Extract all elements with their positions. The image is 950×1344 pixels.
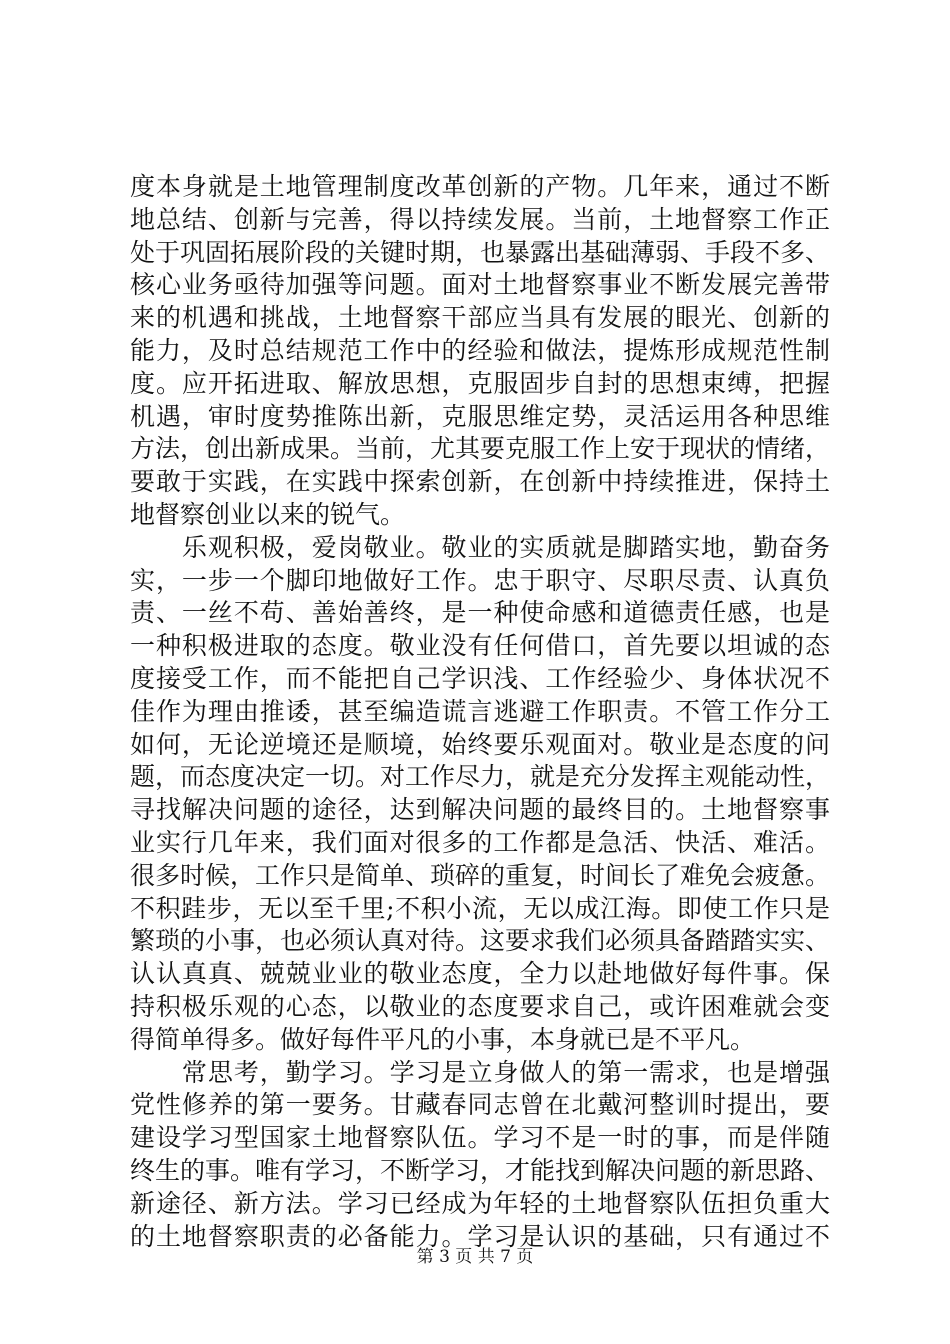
- text-line: 地总结、创新与完善，得以持续发展。当前，土地督察工作正: [130, 204, 830, 234]
- document-body: [130, 171, 830, 1253]
- text-line: 繁琐的小事，也必须认真对待。这要求我们必须具备踏踏实实、: [130, 926, 831, 956]
- text-line: 实，一步一个脚印地做好工作。忠于职守、尽职尽责、认真负: [130, 565, 830, 595]
- text-line: 党性修养的第一要务。甘藏春同志曾在北戴河整训时提出，要: [130, 1090, 830, 1120]
- text-line: 处于巩固拓展阶段的关键时期，也暴露出基础薄弱、手段不多、: [130, 237, 831, 267]
- text-line: 不积跬步，无以至千里;不积小流，无以成江海。即使工作只是: [130, 893, 830, 923]
- text-line: 地督察创业以来的锐气。: [130, 499, 406, 529]
- text-line: 一种积极进取的态度。敬业没有任何借口，首先要以坦诚的态: [130, 631, 830, 661]
- text-line: 佳作为理由推诿，甚至编造谎言逃避工作职责。不管工作分工: [130, 696, 830, 726]
- text-line: 乐观积极，爱岗敬业。敬业的实质就是脚踏实地，勤奋务: [130, 532, 830, 562]
- text-line: 寻找解决问题的途径，达到解决问题的最终目的。土地督察事: [130, 795, 830, 825]
- text-line: 建设学习型国家土地督察队伍。学习不是一时的事，而是伴随: [130, 1123, 830, 1153]
- text-line: 核心业务亟待加强等问题。面对土地督察事业不断发展完善带: [130, 270, 830, 300]
- text-line: 要敢于实践，在实践中探索创新，在创新中持续推进，保持土: [130, 467, 830, 497]
- text-line: 如何，无论逆境还是顺境，始终要乐观面对。敬业是态度的问: [130, 729, 830, 759]
- text-line: 得简单得多。做好每件平凡的小事，本身就已是不平凡。: [130, 1024, 756, 1054]
- text-line: 终生的事。唯有学习，不断学习，才能找到解决问题的新思路、: [130, 1155, 831, 1185]
- text-line: 持积极乐观的心态，以敬业的态度要求自己，或许困难就会变: [130, 991, 830, 1021]
- text-line: 责、一丝不苟、善始善终，是一种使命感和道德责任感，也是: [130, 598, 830, 628]
- text-line: 的土地督察职责的必备能力。学习是认识的基础，只有通过不: [130, 1221, 830, 1251]
- text-line: 认认真真、兢兢业业的敬业态度，全力以赴地做好每件事。保: [130, 959, 830, 989]
- text-line: 度本身就是土地管理制度改革创新的产物。几年来，通过不断: [130, 172, 830, 201]
- text-line: 业实行几年来，我们面对很多的工作都是急活、快活、难活。: [130, 827, 830, 857]
- text-line: 度。应开拓进取、解放思想，克服固步自封的思想束缚，把握: [130, 368, 830, 398]
- text-line: 题，而态度决定一切。对工作尽力，就是充分发挥主观能动性，: [130, 762, 831, 792]
- text-line: 常思考，勤学习。学习是立身做人的第一需求，也是增强: [130, 1057, 830, 1087]
- text-line: 度接受工作，而不能把自己学识浅、工作经验少、身体状况不: [130, 663, 830, 693]
- text-line: 机遇，审时度势推陈出新，克服思维定势，灵活运用各种思维: [130, 401, 830, 431]
- page-number-footer: 第 3 页 共 7 页: [416, 1247, 534, 1267]
- text-line: 新途径、新方法。学习已经成为年轻的土地督察队伍担负重大: [130, 1188, 830, 1218]
- text-line: 能力，及时总结规范工作中的经验和做法，提炼形成规范性制: [130, 335, 830, 365]
- text-line: 来的机遇和挑战，土地督察干部应当具有发展的眼光、创新的: [130, 303, 830, 333]
- text-line: 很多时候，工作只是简单、琐碎的重复，时间长了难免会疲惫。: [130, 860, 831, 890]
- text-line: 方法，创出新成果。当前，尤其要克服工作上安于现状的情绪，: [130, 434, 831, 464]
